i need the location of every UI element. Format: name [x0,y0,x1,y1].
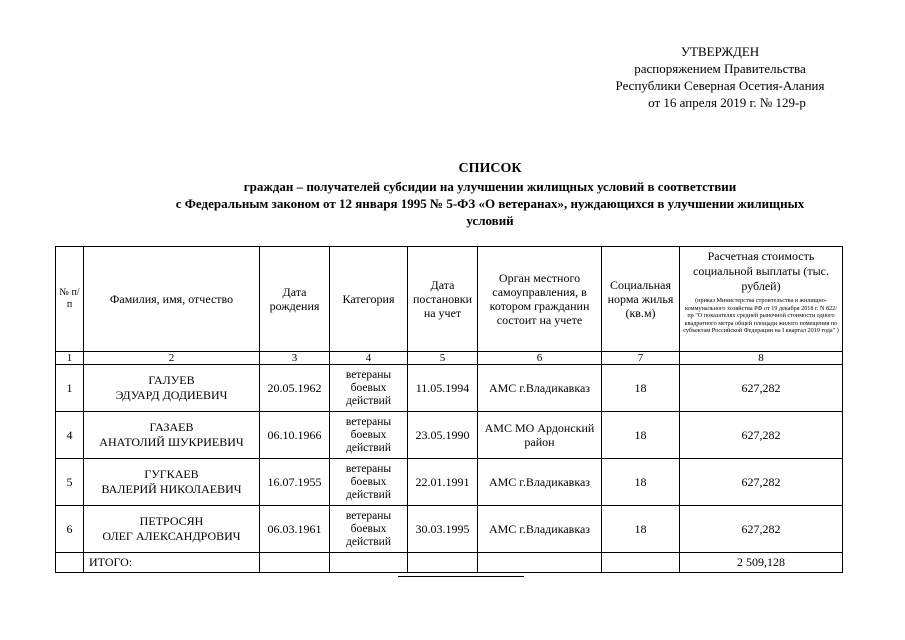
row-full-name [84,412,260,459]
row-dob: 06.03.1961 [260,506,330,553]
row-full-name [84,365,260,412]
row-category: ветераны боевых действий [330,412,408,459]
row-given-names: ЭДУАРД ДОДИЕВИЧ [115,388,228,402]
header-category: Категория [330,247,408,352]
column-number: 8 [680,352,843,365]
row-cost: 627,282 [680,506,843,553]
header-name: Фамилия, имя, отчество [84,247,260,352]
total-label: ИТОГО: [84,553,260,573]
column-number: 7 [602,352,680,365]
row-reg-date: 11.05.1994 [408,365,478,412]
row-num: 6 [56,506,84,553]
row-full-name [84,459,260,506]
header-norm: Социальная норма жилья (кв.м) [602,247,680,352]
row-surname: ГАЛУЕВ [148,373,195,387]
total-empty-cell [478,553,602,573]
row-reg-date: 23.05.1990 [408,412,478,459]
row-reg-date: 30.03.1995 [408,506,478,553]
row-category: ветераны боевых действий [330,506,408,553]
approval-line-3: Республики Северная Осетия-Алания [615,78,825,93]
row-authority: АМС г.Владикавказ [478,459,602,506]
total-empty-cell [260,553,330,573]
approval-date: от 16 апреля 2019 г. № 129-р [648,95,806,110]
header-cost [680,247,843,352]
total-empty-cell [56,553,84,573]
header-authority: Орган местного самоуправления, в котором гражданин состоит на учете [478,247,602,352]
row-norm: 18 [602,459,680,506]
column-number-row [56,352,843,365]
row-dob: 06.10.1966 [260,412,330,459]
row-authority: АМС МО Ардонский район [478,412,602,459]
row-category: ветераны боевых действий [330,365,408,412]
heading-line-2: с Федеральным законом от 12 января 1995 № 5-ФЗ «О ветеранах», нуждающихся в улучшении жилищных [175,196,805,211]
heading-line-1: граждан – получателей субсидии на улучшении жилищных условий в соответствии [243,179,737,194]
row-authority: АМС г.Владикавказ [478,365,602,412]
table-row [56,506,843,553]
row-given-names: ОЛЕГ АЛЕКСАНДРОВИЧ [102,529,241,543]
row-given-names: АНАТОЛИЙ ШУКРИЕВИЧ [99,435,244,449]
row-full-name [84,506,260,553]
heading-line-3: условий [466,213,514,228]
approval-title: УТВЕРЖДЕН [680,44,760,59]
column-number: 4 [330,352,408,365]
row-authority: АМС г.Владикавказ [478,506,602,553]
total-empty-cell [330,553,408,573]
row-norm: 18 [602,412,680,459]
table-row [56,365,843,412]
row-surname: ГАЗАЕВ [149,420,194,434]
document-title: СПИСОК [458,161,522,176]
row-num: 5 [56,459,84,506]
row-norm: 18 [602,506,680,553]
total-value: 2 509,128 [680,553,843,573]
total-empty-cell [602,553,680,573]
row-surname: ПЕТРОСЯН [139,514,204,528]
column-number: 2 [84,352,260,365]
header-row [56,247,843,352]
row-num: 4 [56,412,84,459]
row-cost: 627,282 [680,459,843,506]
column-number: 3 [260,352,330,365]
total-empty-cell [408,553,478,573]
footer-divider [398,576,524,577]
row-dob: 20.05.1962 [260,365,330,412]
row-norm: 18 [602,365,680,412]
column-number: 6 [478,352,602,365]
approval-block [590,43,850,111]
row-cost: 627,282 [680,365,843,412]
row-reg-date: 22.01.1991 [408,459,478,506]
recipients-table [55,246,843,573]
row-dob: 16.07.1955 [260,459,330,506]
header-cost-note: (приказ Министерства строительства и жилищно-коммунального хозяйства РФ от 19 декабря 2018 г. N 822/пр "О показателях средней рыночной стоимости одного квадратного метра общей площади жилого помещения по субъектам Российской Федерации на I квартал 2019 года" ) [683,297,839,334]
table-row [56,412,843,459]
row-surname: ГУГКАЕВ [144,467,199,481]
header-num: № п/п [56,247,84,352]
row-category: ветераны боевых действий [330,459,408,506]
row-num: 1 [56,365,84,412]
column-number: 1 [56,352,84,365]
approval-line-2: распоряжением Правительства [634,61,806,76]
header-cost-label: Расчетная стоимость социальной выплаты (тыс. рублей) [693,249,829,293]
row-given-names: ВАЛЕРИЙ НИКОЛАЕВИЧ [101,482,242,496]
document-heading [150,160,830,229]
table-row [56,459,843,506]
row-cost: 627,282 [680,412,843,459]
header-reg-date: Дата постановки на учет [408,247,478,352]
column-number: 5 [408,352,478,365]
total-row [56,553,843,573]
header-dob: Дата рождения [260,247,330,352]
